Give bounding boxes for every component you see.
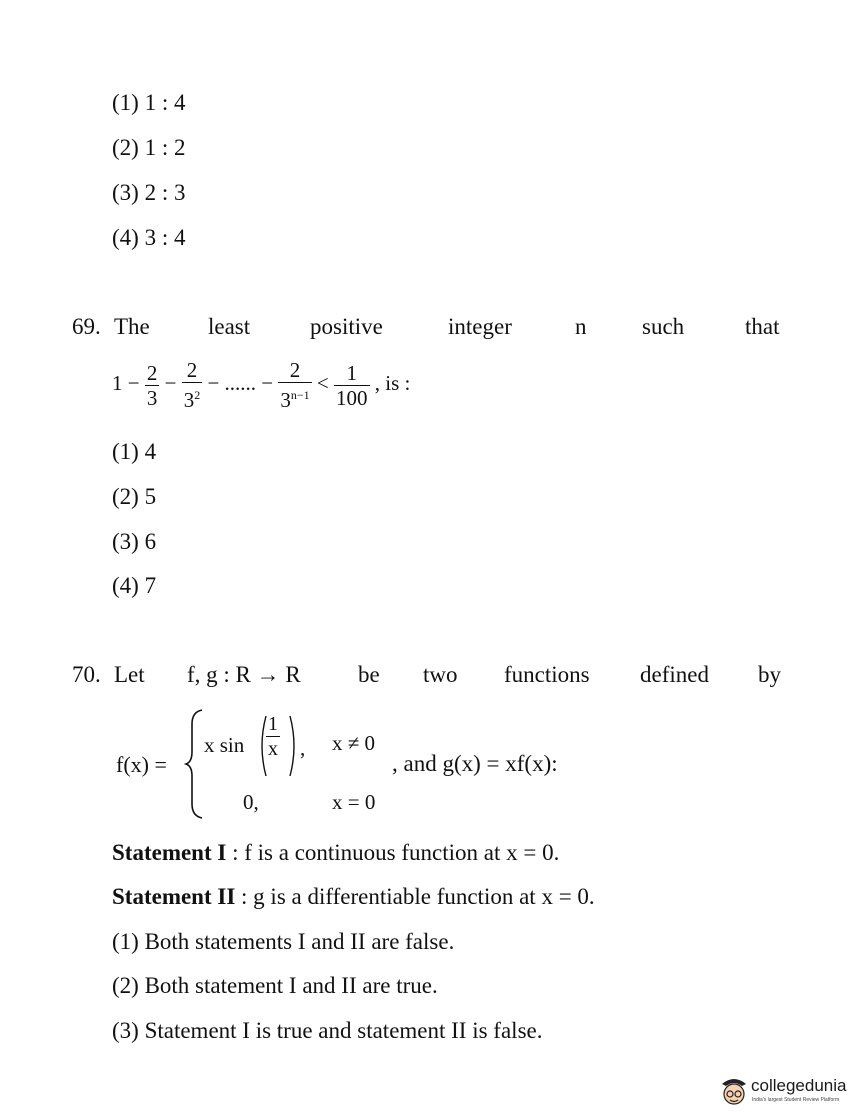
q70-case1-condition: x ≠ 0 [332, 731, 376, 755]
fraction-denominator: x [268, 738, 278, 760]
q70-curly-brace [184, 708, 206, 820]
fraction-denominator: 100 [336, 385, 368, 410]
q70-option-3: (3) Statement I is true and statement II is false. [112, 1018, 543, 1043]
q69-word: positive [310, 314, 383, 339]
statement-label: Statement I [112, 840, 227, 865]
q70-option-1: (1) Both statements I and II are false. [112, 929, 455, 954]
q69-expr-lead: 1 − [112, 370, 140, 395]
fraction [266, 712, 280, 761]
q69-option-4: (4) 7 [112, 573, 157, 598]
mascot-icon [718, 1074, 750, 1108]
statement-text: : f is a continuous function at x = 0. [226, 840, 560, 865]
q70-option-2: (2) Both statement I and II are true. [112, 973, 438, 998]
q69-minus: − [164, 370, 177, 395]
q70-statement-2 [112, 884, 595, 910]
q70-case2-condition: x = 0 [332, 790, 376, 814]
fraction-denominator: $3^{n-1}$ [280, 388, 310, 412]
q70-right-paren [288, 714, 300, 778]
q70-word: defined [640, 662, 709, 687]
q69-word: such [642, 314, 685, 339]
q70-case1-fraction [266, 712, 280, 761]
fraction-denominator: $3^2$ [183, 388, 201, 412]
q69-option-1: (1) 4 [112, 439, 157, 464]
fraction-numerator: 2 [278, 358, 311, 383]
q69-option-3: (3) 6 [112, 529, 157, 554]
q69-fraction-2 [182, 358, 203, 412]
logo-text: collegedunia [751, 1076, 847, 1095]
q69-word: least [208, 314, 251, 339]
q69-word: integer [448, 314, 512, 339]
q70-number: 70. [72, 662, 101, 687]
q68-option-2: (2) 1 : 2 [112, 135, 186, 160]
logo-tagline: India's largest Student Review Platform [752, 1097, 840, 1103]
fraction-numerator: 1 [268, 713, 278, 735]
q70-word: Let [114, 662, 145, 687]
q69-word: that [745, 314, 780, 339]
q70-statement-1 [112, 840, 559, 866]
q69-dots: − ...... − [207, 370, 274, 395]
q69-option-2: (2) 5 [112, 484, 157, 509]
q70-word: functions [504, 662, 590, 687]
q70-word: by [758, 662, 781, 687]
q68-option-3: (3) 2 : 3 [112, 180, 186, 205]
q70-case1-expr: x sin [204, 733, 245, 757]
q69-less-than: < [316, 370, 329, 395]
q70-word: two [423, 662, 458, 687]
q70-fx-label: f(x) = [116, 752, 167, 777]
statement-text: : g is a differentiable function at x = 0. [235, 884, 595, 909]
q68-option-4: (4) 3 : 4 [112, 225, 186, 250]
q70-word: f, g : R → R [187, 662, 301, 687]
fraction-numerator: 2 [146, 360, 158, 385]
fraction-numerator: 1 [334, 361, 370, 386]
q69-word: The [114, 314, 150, 339]
q70-case2-expr: 0, [243, 790, 259, 814]
q69-fraction-1 [145, 361, 160, 410]
q69-fraction-4 [334, 361, 370, 410]
q69-fraction-3 [278, 358, 311, 412]
q70-case1-comma: , [300, 736, 306, 760]
q70-g-definition: , and g(x) = xf(x): [392, 751, 558, 776]
q70-word: be [358, 662, 380, 687]
q69-word: n [575, 314, 587, 339]
q69-number: 69. [72, 314, 101, 339]
fraction-numerator: 2 [182, 358, 203, 383]
q69-tail: , is : [374, 370, 411, 395]
collegedunia-logo [718, 1072, 858, 1112]
fraction-denominator: 3 [146, 385, 158, 410]
q68-option-1: (1) 1 : 4 [112, 90, 186, 115]
q69-inequality [112, 358, 410, 412]
statement-label: Statement II [112, 884, 236, 909]
